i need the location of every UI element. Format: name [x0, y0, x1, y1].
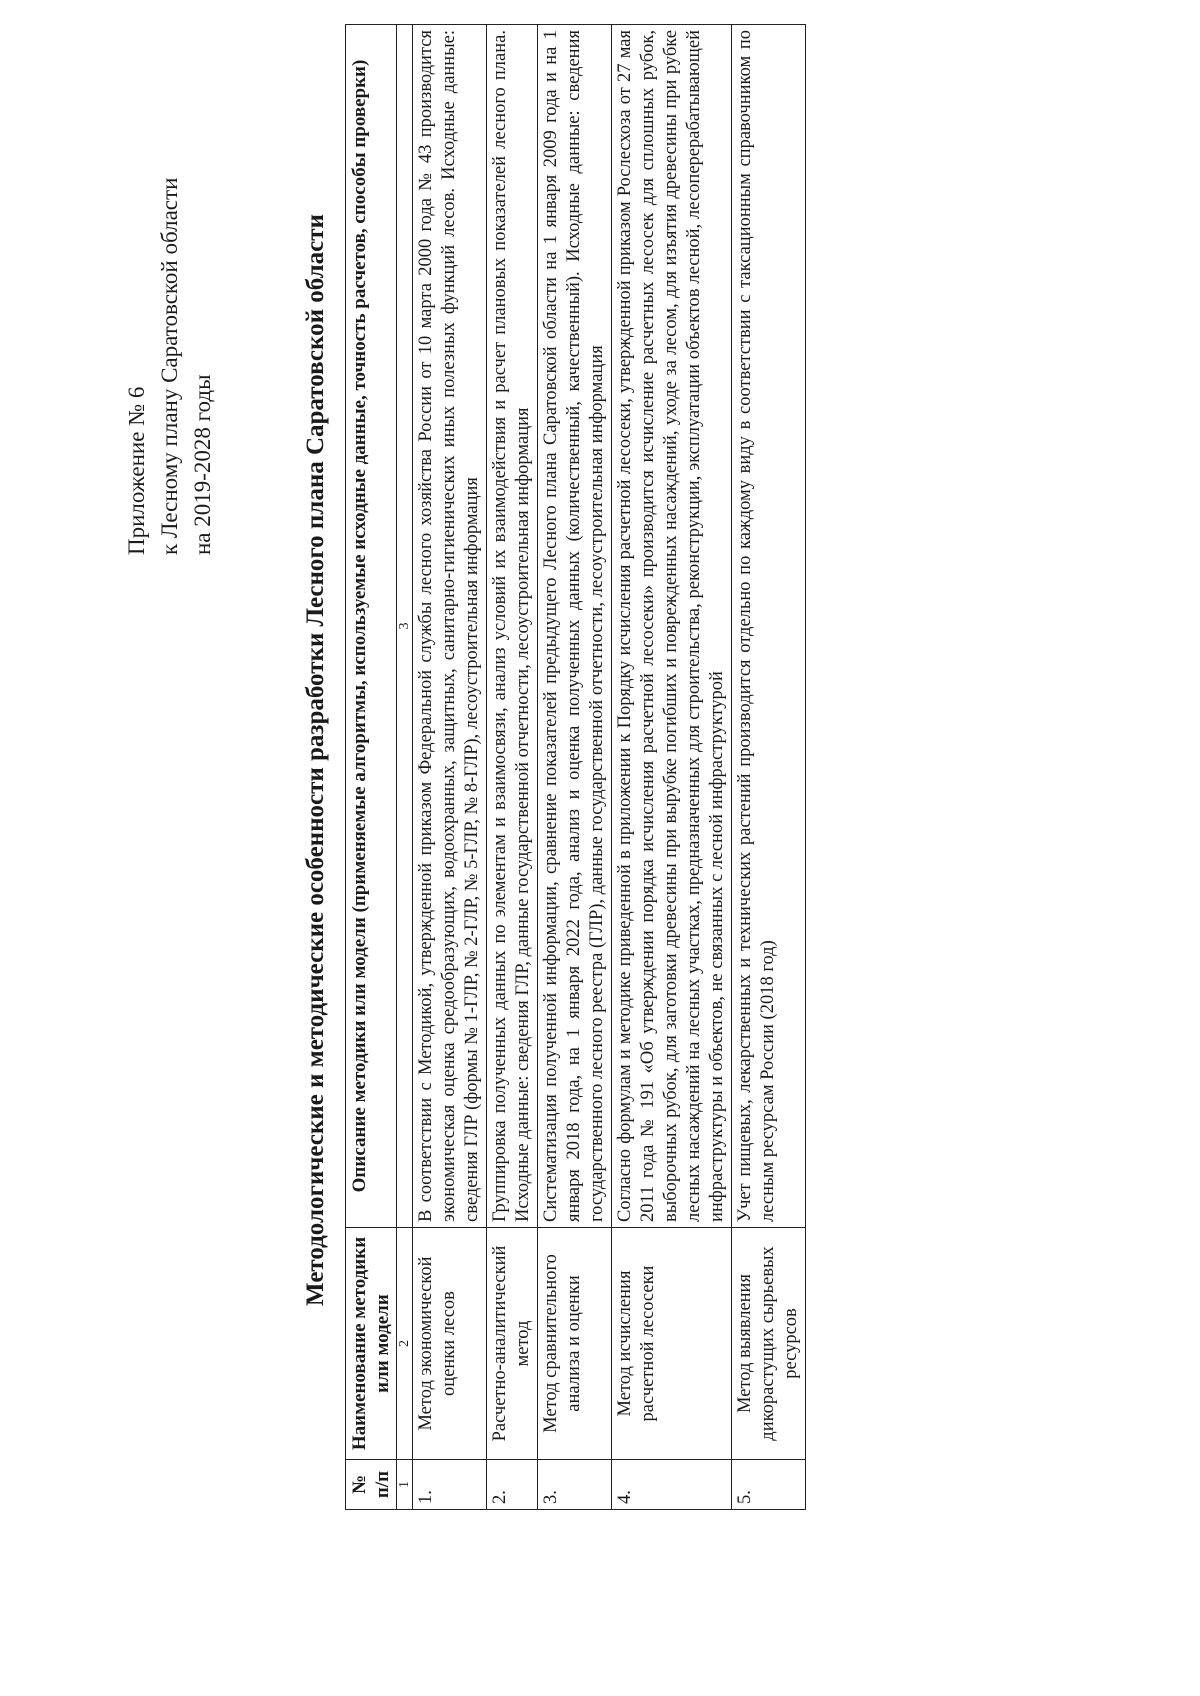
column-number-1: 1 — [397, 1460, 413, 1510]
appendix-line-2: к Лесному плану Саратовской области — [157, 177, 182, 555]
table-row — [413, 25, 487, 1510]
appendix-line-1: Приложение № 6 — [124, 386, 149, 555]
document-title: Методологические и методические особенности разработки Лесного плана Саратовской области — [302, 214, 329, 1306]
method-description: Согласно формулам и методике приведенной в приложении к Порядку исчисления расчетной лесосеки, утвержденной приказом Рослесхоза от 27 мая 2011 года № 191 «Об утверждении порядка исчисления расчетной лесосеки» производится исчисление расчетных лесосек для сплошных рубок, выборочных рубок, для заготовки древесины при вырубке погибших и поврежденных насаждений, уходе за лесом, для изъятия древесины при рубке лесных насаждений на лесных участках, предназначенных для строительства, реконструкции, эксплуатации объектов лесной, лесоперерабатывающей инфраструктуры и объектов, не связанных с лесной инфраструктурой — [612, 25, 732, 1228]
method-name: Метод сравнительного анализа и оценки — [538, 1228, 612, 1460]
table-header-row — [346, 25, 397, 1510]
methods-table — [345, 24, 806, 1510]
method-description: Группировка полученных данных по элементам и взаимосвязи, анализ условий их взаимодействия и расчет плановых показателей лесного плана. Исходные данные: сведения ГЛР, данные государственной отчетности, лесоустроительная информация — [487, 25, 538, 1228]
row-number: 1. — [413, 1460, 487, 1510]
table-row — [538, 25, 612, 1510]
header-number: № п/п — [346, 1460, 397, 1510]
column-number-2: 2 — [397, 1228, 413, 1460]
method-name: Метод исчисления расчетной лесосеки — [612, 1228, 732, 1460]
table-row — [487, 25, 538, 1510]
row-number: 5. — [732, 1460, 806, 1510]
method-description: В соответствии с Методикой, утвержденной приказом Федеральной службы лесного хозяйства России от 10 марта 2000 года № 43 производится экономическая оценка средообразующих, водоохранных, защитных, санитарно-гигиенических иных полезных функций лесов. Исходные данные: сведения ГЛР (формы № 1-ГЛР, № 2-ГЛР, № 5-ГЛР, № 8-ГЛР), лесоустроительная информация — [413, 25, 487, 1228]
row-number: 2. — [487, 1460, 538, 1510]
table-row — [612, 25, 732, 1510]
method-description: Учет пищевых, лекарственных и технических растений производится отдельно по каждому виду в соответствии с таксационным справочником по лесным ресурсам России (2018 год) — [732, 25, 806, 1228]
header-method-name: Наименование методики или модели — [346, 1228, 397, 1460]
method-name: Метод экономической оценки лесов — [413, 1228, 487, 1460]
method-name: Метод выявления дикорастущих сырьевых ресурсов — [732, 1228, 806, 1460]
method-description: Систематизация полученной информации, сравнение показателей предыдущего Лесного плана Саратовской области на 1 января 2009 года и на 1 января 2018 года, на 1 января 2022 года, анализ и оценка полученных данных (количественный, качественный). Исходные данные: сведения государственного лесного реестра (ГЛР), данные государственной отчетности, лесоустроительная информация — [538, 25, 612, 1228]
column-number-row — [397, 25, 413, 1510]
column-number-3: 3 — [397, 25, 413, 1228]
rotated-content — [110, 10, 1110, 1510]
appendix-line-3: на 2019-2028 годы — [190, 374, 215, 555]
table-row — [732, 25, 806, 1510]
header-description: Описание методики или модели (применяемые алгоритмы, используемые исходные данные, точность расчетов, способы проверки) — [346, 25, 397, 1228]
row-number: 4. — [612, 1460, 732, 1510]
row-number: 3. — [538, 1460, 612, 1510]
appendix-header — [120, 178, 219, 555]
method-name: Расчетно-аналитический метод — [487, 1228, 538, 1460]
